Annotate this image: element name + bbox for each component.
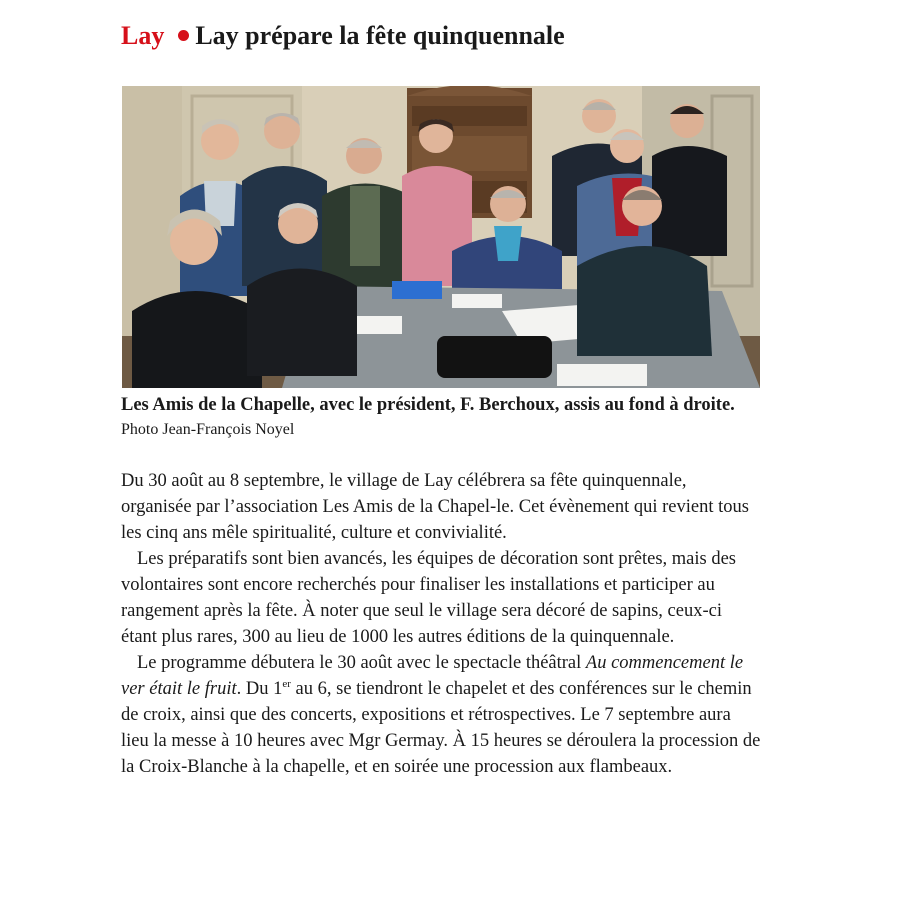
article-body [121, 468, 761, 780]
caption-text: Les Amis de la Chapelle, avec le président, F. Berchoux, assis au fond à droite. [121, 395, 735, 415]
headline-town: Lay [121, 21, 165, 50]
program-text-b: . Du 1 [236, 679, 283, 699]
paragraph-intro: Du 30 août au 8 septembre, le village de Lay célébrera sa fête quinquennale, organisée par l’association Les Amis de la Chapel-le. Cet évènement qui revient tous les cinq ans mêle spiritualité, culture et convivialité. [121, 471, 749, 543]
headline-bullet-icon [178, 30, 189, 41]
paragraph-program [121, 650, 761, 780]
paragraph-preparations: Les préparatifs sont bien avancés, les équipes de décoration sont prêtes, mais des volontaires sont encore recherchés pour finaliser les installations et participer au rangement après la fête. À noter que seul le village sera décoré de sapins, ceux-ci étant plus rares, 300 au lieu de 1000 les autres éditions de la quinquennale. [121, 549, 737, 647]
play-title: Au commencement le ver était le fruit [121, 653, 744, 699]
headline-title: Lay prépare la fête quinquennale [195, 21, 565, 50]
photo-caption [121, 393, 761, 442]
program-text-c: au 6, se tiendront le chapelet et des conférences sur le chemin de croix, ainsi que des concerts, expositions et rétrospectives. Le 7 septembre aura lieu la messe à 10 heures avec Mgr Germay. À 15 heures se déroulera la procession de la Croix-Blanche à la chapelle, et en soirée une procession aux flambeaux. [121, 679, 761, 777]
ordinal-superscript: er [282, 677, 291, 690]
headline [121, 18, 821, 54]
group-photo [122, 86, 760, 388]
photo-credit: Photo Jean-François Noyel [121, 421, 295, 438]
program-text-a: Le programme débutera le 30 août avec le spectacle théâtral [137, 653, 586, 673]
